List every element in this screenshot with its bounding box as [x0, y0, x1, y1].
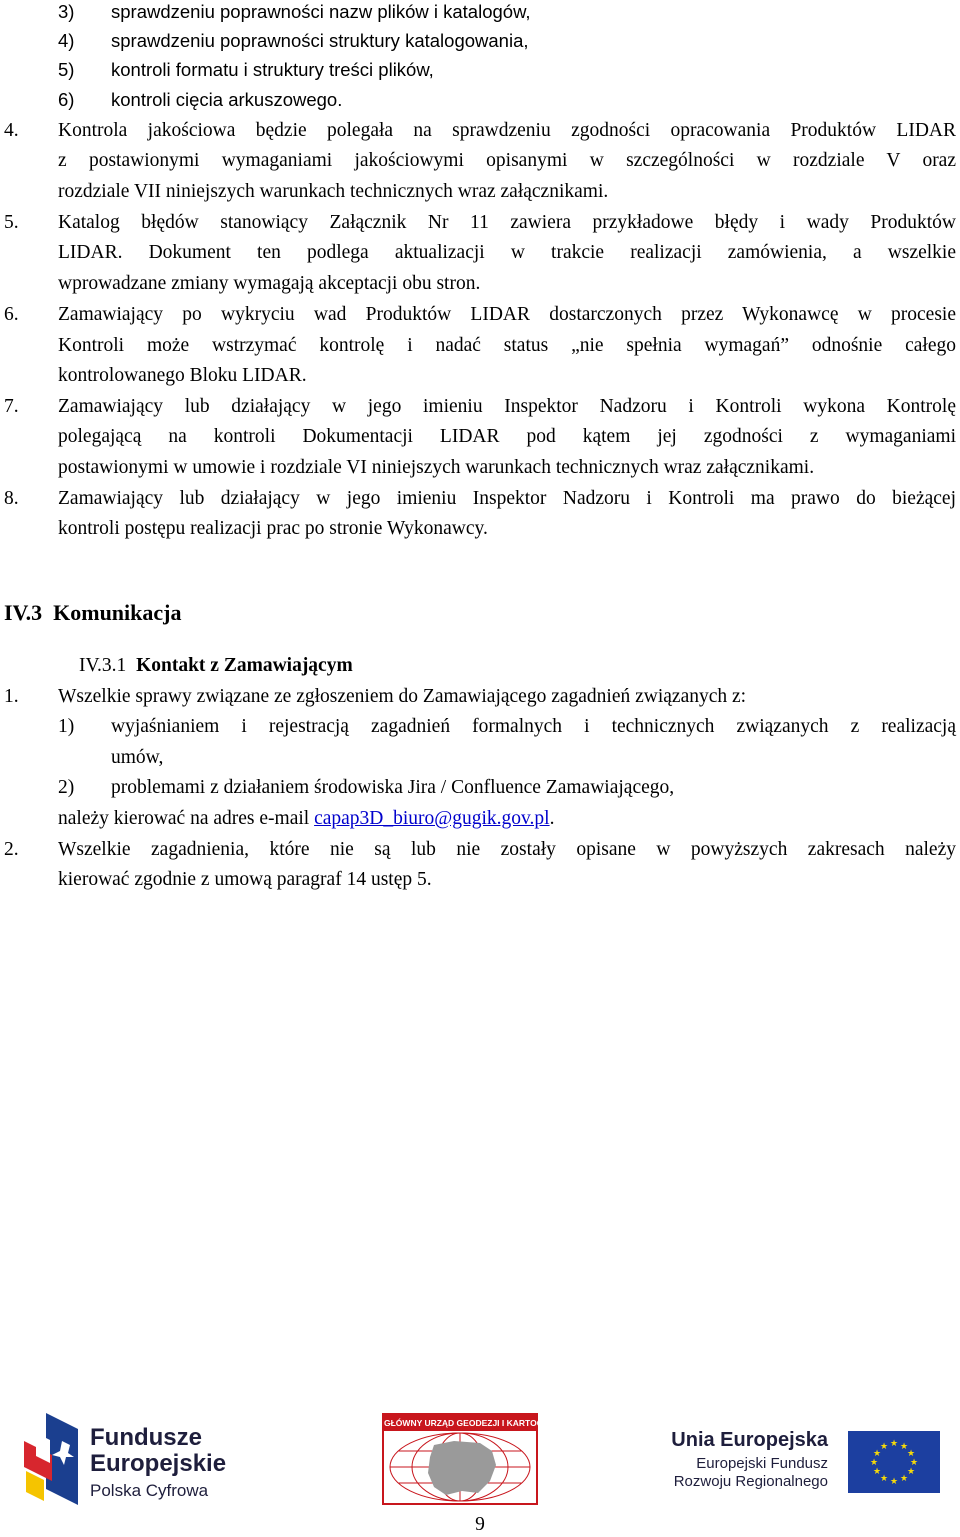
- svg-text:★: ★: [906, 1449, 916, 1459]
- item-line: Kontroli może wstrzymać kontrolę i nadać status „nie spełnia wymagań” odnośnie całego: [58, 335, 956, 356]
- fe-logo: [22, 1411, 242, 1507]
- svg-text:★: ★: [899, 1442, 909, 1452]
- sublist-number: 3): [58, 1, 75, 22]
- svg-text:★: ★: [872, 1467, 882, 1477]
- item-number: 8.: [4, 488, 19, 509]
- sublist-number: 2): [58, 777, 75, 798]
- svg-text:★: ★: [906, 1467, 916, 1477]
- svg-text:★: ★: [899, 1474, 909, 1484]
- item-number: 6.: [4, 304, 19, 325]
- subsection-heading: [79, 654, 353, 678]
- ue-logo-line1: Unia Europejska: [671, 1429, 828, 1451]
- svg-text:★: ★: [872, 1449, 882, 1459]
- item-text: Wszelkie sprawy związane ze zgłoszeniem do Zamawiającego zagadnień związanych z:: [58, 686, 747, 707]
- item-line: Wszelkie zagadnienia, które nie są lub nie zostały opisane w powyższych zakresach należy: [58, 839, 956, 860]
- item-number: 5.: [4, 212, 19, 233]
- sublist-number: 6): [58, 89, 75, 110]
- ue-logo-line2: Europejski Fundusz: [696, 1455, 828, 1472]
- sublist-text: sprawdzeniu poprawności nazw plików i katalogów,: [111, 1, 531, 22]
- section-number: IV.3: [4, 600, 43, 625]
- page-number: 9: [475, 1514, 485, 1535]
- section-heading: [4, 600, 181, 626]
- item-number: 4.: [4, 120, 19, 141]
- gugik-banner: GŁÓWNY URZĄD GEODEZJI I KARTOGRAFII: [384, 1415, 536, 1431]
- item-number: 1.: [4, 686, 19, 707]
- email-suffix: .: [549, 808, 555, 829]
- item-line: LIDAR. Dokument ten podlega aktualizacji w trakcie realizacji zamówienia, a wszelkie: [58, 242, 956, 263]
- section-title: Komunikacja: [53, 600, 182, 625]
- email-prefix: należy kierować na adres e-mail: [58, 808, 315, 829]
- sublist-text: umów,: [111, 747, 164, 768]
- item-number: 7.: [4, 396, 19, 417]
- sublist-text: sprawdzeniu poprawności struktury katalogowania,: [111, 30, 529, 51]
- sublist-number: 4): [58, 30, 75, 51]
- sublist-text: problemami z działaniem środowiska Jira / Confluence Zamawiającego,: [111, 777, 675, 798]
- item-line: Zamawiający lub działający w jego imieniu Inspektor Nadzoru i Kontroli ma prawo do bieżącej: [58, 488, 956, 509]
- fe-logo-line1: Fundusze: [90, 1424, 202, 1451]
- sublist-text: kontroli formatu i struktury treści plików,: [111, 59, 434, 80]
- email-link[interactable]: capap3D_biuro@gugik.gov.pl: [314, 808, 550, 829]
- item-line: rozdziale VII niniejszych warunkach technicznych wraz załącznikami.: [58, 181, 609, 202]
- item-line: kontrolowanego Bloku LIDAR.: [58, 365, 307, 386]
- svg-text:★: ★: [879, 1474, 889, 1484]
- item-number: 2.: [4, 839, 19, 860]
- sublist-number: 1): [58, 716, 75, 737]
- item-line: kontroli postępu realizacji prac po stronie Wykonawcy.: [58, 518, 488, 539]
- globe-map-icon: [384, 1431, 536, 1503]
- subsection-number: IV.3.1: [79, 655, 127, 676]
- item-line: polegającą na kontroli Dokumentacji LIDAR pod kątem jej zgodności z wymaganiami: [58, 426, 956, 447]
- svg-text:★: ★: [889, 1477, 899, 1487]
- ue-logo-line3: Rozwoju Regionalnego: [673, 1473, 828, 1490]
- svg-text:★: ★: [909, 1458, 919, 1468]
- email-line: [58, 807, 554, 831]
- item-line: Kontrola jakościowa będzie polegała na sprawdzeniu zgodności opracowania Produktów LIDAR: [58, 120, 956, 141]
- item-line: kierować zgodnie z umową paragraf 14 ustęp 5.: [58, 869, 432, 890]
- item-line: Zamawiający po wykryciu wad Produktów LIDAR dostarczonych przez Wykonawcę w procesie: [58, 304, 956, 325]
- eu-flag-icon: [848, 1431, 940, 1493]
- footer-logos: [0, 1405, 960, 1515]
- item-line: Katalog błędów stanowiący Załącznik Nr 11 zawiera przykładowe błędy i wady Produktów: [58, 212, 956, 233]
- fe-logo-line3: Polska Cyfrowa: [90, 1481, 209, 1500]
- item-line: postawionymi w umowie i rozdziale VI niniejszych warunkach technicznych wraz załącznikami.: [58, 457, 815, 478]
- sublist-number: 5): [58, 59, 75, 80]
- item-line: z postawionymi wymaganiami jakościowymi opisanymi w szczególności w rozdziale V oraz: [58, 150, 956, 171]
- ue-logo: [666, 1429, 942, 1495]
- svg-text:★: ★: [879, 1442, 889, 1452]
- gugik-logo: [382, 1413, 566, 1505]
- item-line: Zamawiający lub działający w jego imieniu Inspektor Nadzoru i Kontroli wykona Kontrolę: [58, 396, 956, 417]
- sublist-text: wyjaśnianiem i rejestracją zagadnień formalnych i technicznych związanych z realizacją: [111, 716, 956, 737]
- item-line: wprowadzane zmiany wymagają akceptacji obu stron.: [58, 273, 481, 294]
- svg-text:★: ★: [889, 1439, 899, 1449]
- svg-text:★: ★: [869, 1458, 879, 1468]
- fe-emblem-icon: [22, 1411, 82, 1507]
- sublist-text: kontroli cięcia arkuszowego.: [111, 89, 343, 110]
- subsection-title: Kontakt z Zamawiającym: [136, 655, 353, 676]
- fe-logo-line2: Europejskie: [90, 1450, 227, 1477]
